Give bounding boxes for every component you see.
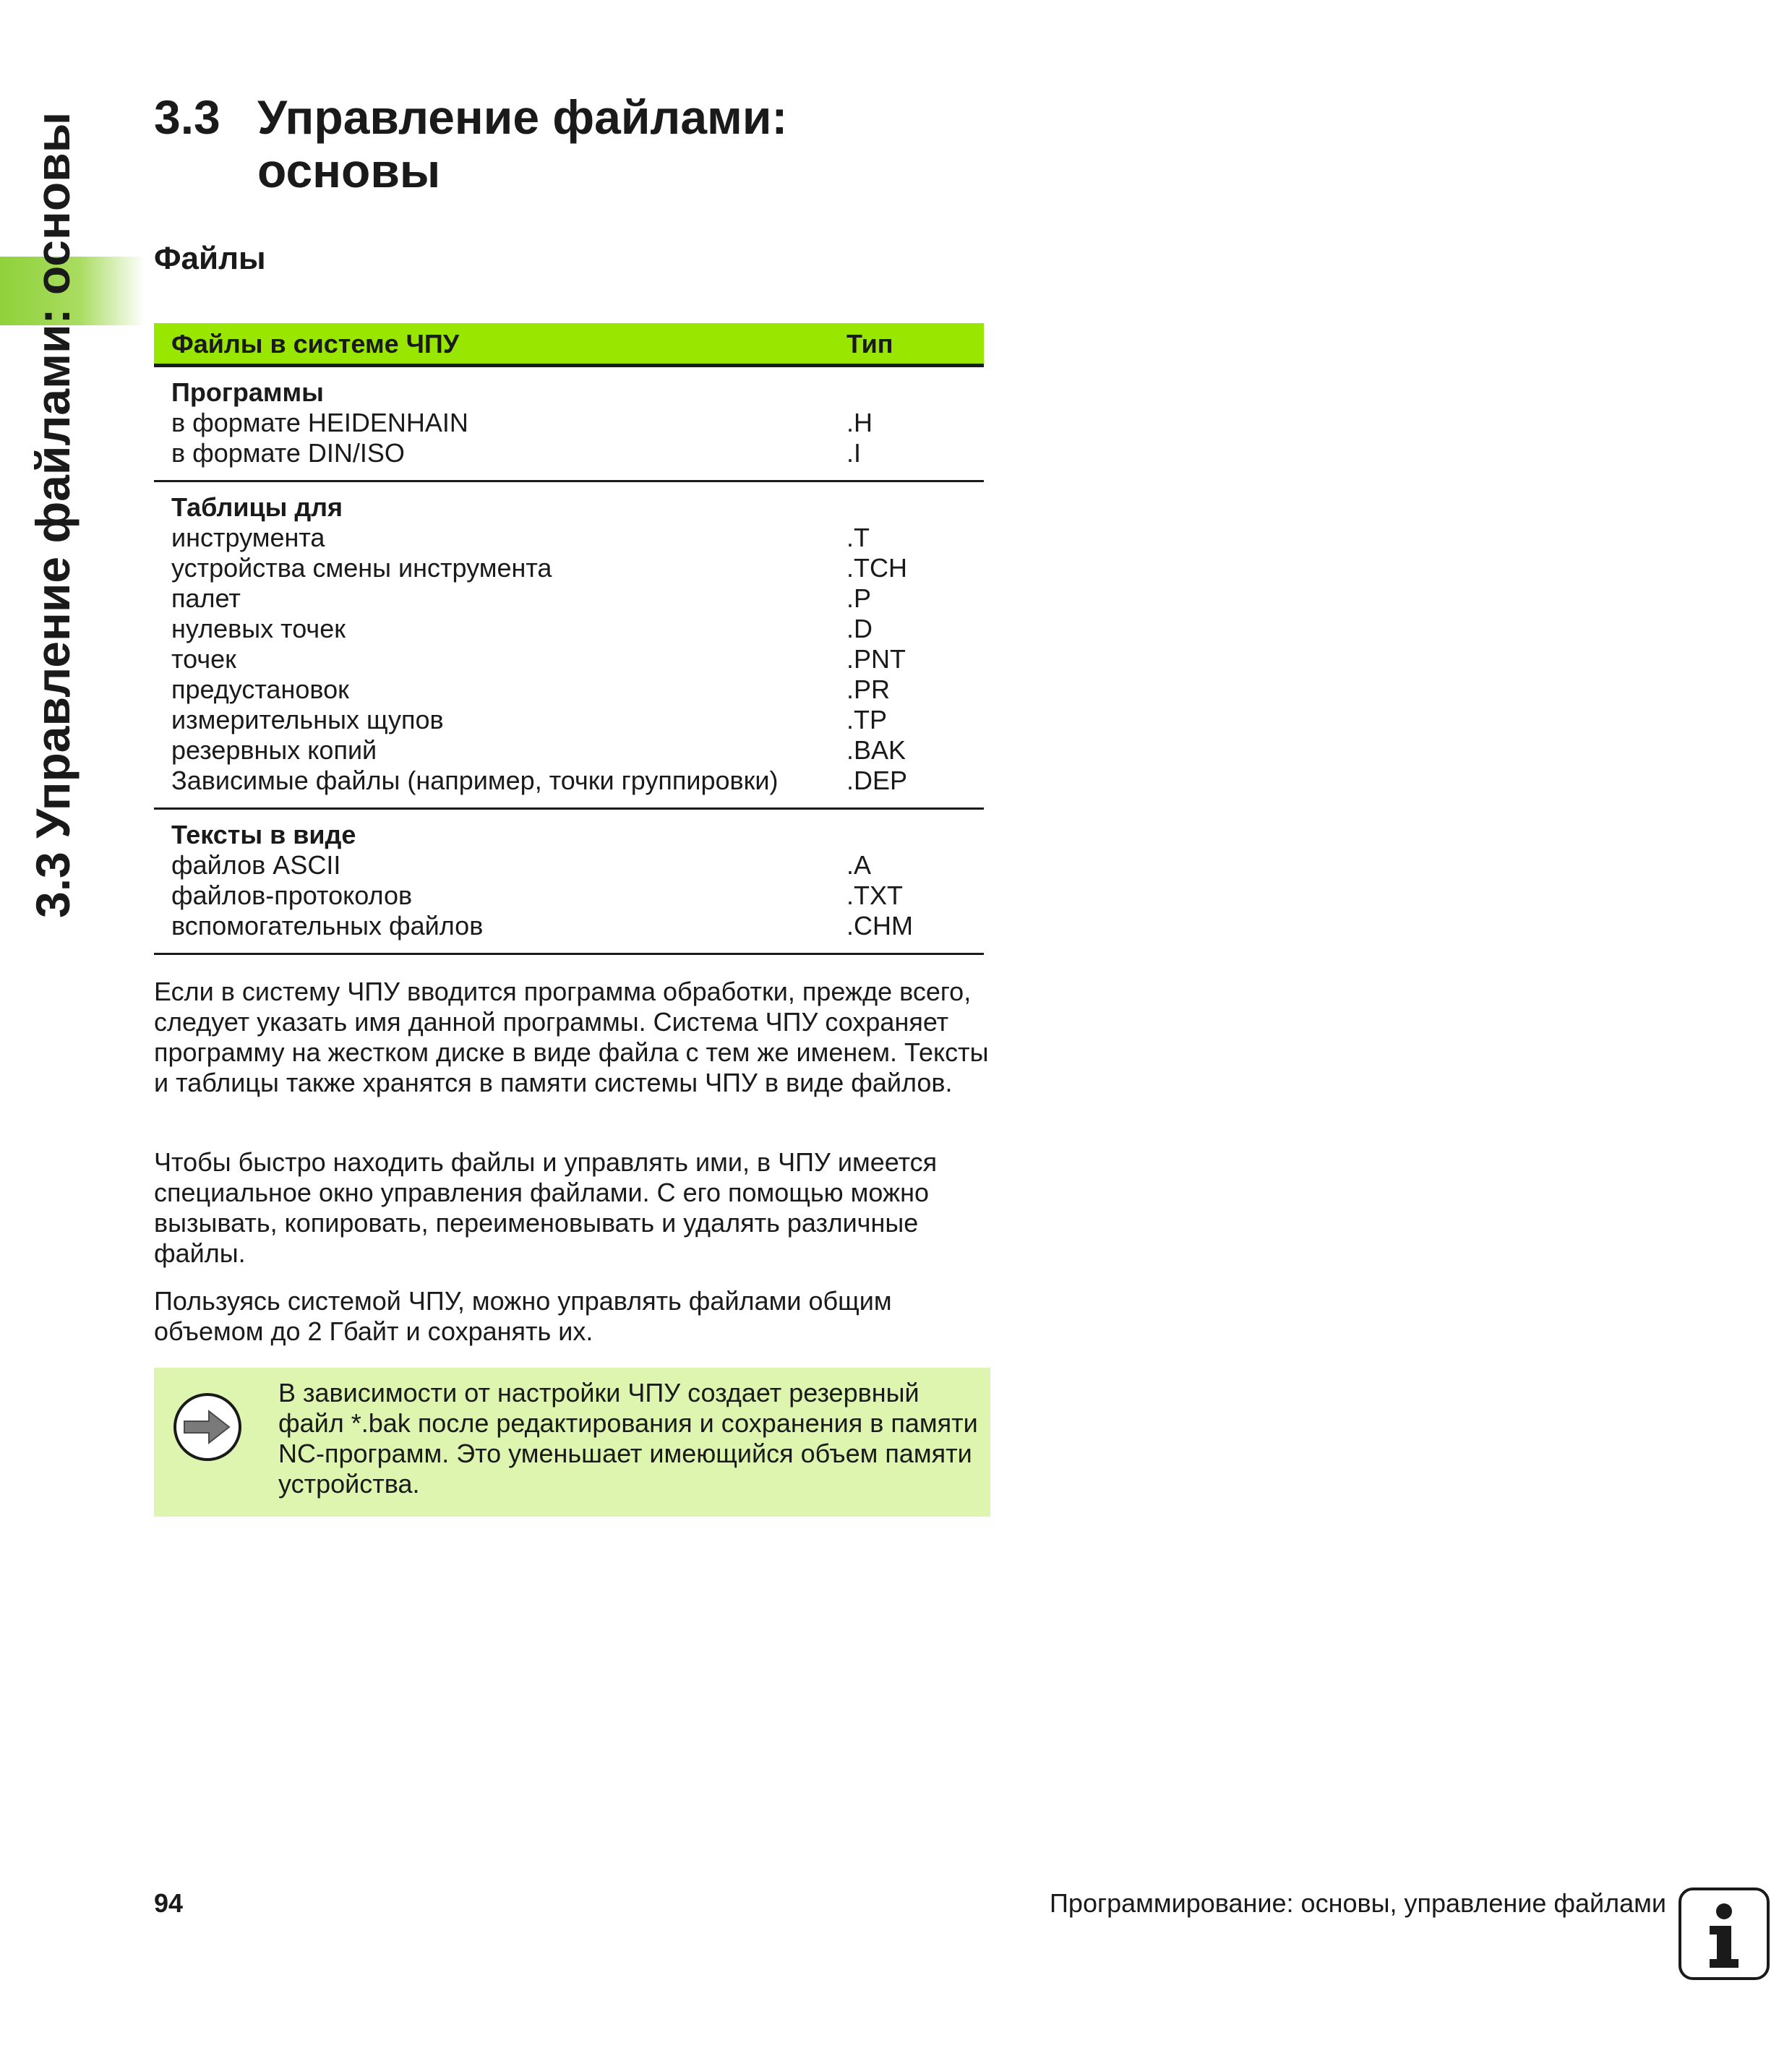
group-title: Таблицы для [171,492,343,522]
file-description: измерительных щупов [171,705,444,734]
file-description: вспомогательных файлов [171,911,484,941]
table-row [171,674,984,705]
table-body [154,367,984,955]
header-files: Файлы в системе ЧПУ [171,329,460,359]
chapter-title-line1: Управление файлами: [257,90,788,144]
file-types-table [154,323,984,955]
page-number: 94 [154,1888,184,1918]
table-group [154,810,984,955]
file-extension: .TCH [846,553,907,583]
table-row [171,408,984,438]
table-row [171,911,984,941]
table-group [154,367,984,482]
file-extension: .TXT [846,881,903,910]
file-extension: .PR [846,674,891,704]
table-row [171,644,984,674]
table-group [154,482,984,810]
table-row [171,523,984,553]
paragraph-3: Пользуясь системой ЧПУ, можно управлять файлами общим объемом до 2 Гбайт и сохранять их. [154,1286,892,1346]
side-chapter-title: 3.3 Управление файлами: основы [26,111,80,918]
file-description: резервных копий [171,735,377,765]
file-description: устройства смены инструмента [171,553,552,583]
table-row [171,881,984,911]
group-title: Программы [171,377,324,407]
table-row [171,438,984,468]
header-type: Тип [846,329,893,359]
group-title: Тексты в виде [171,820,356,849]
table-row [171,553,984,583]
paragraph-1: Если в систему ЧПУ вводится программа обработки, прежде всего, следует указать имя данной программы. Система ЧПУ сохраняет программу на жестком диске в виде файла с тем же именем. Тексты и таблицы также хранятся в памяти системы ЧПУ в виде файлов. [154,977,989,1097]
file-description: инструмента [171,523,325,552]
table-row [171,614,984,644]
table-row [171,583,984,614]
file-description: файлов ASCII [171,850,341,880]
file-extension: .DEP [846,766,908,795]
footer-title: Программирование: основы, управление файлами [1050,1888,1666,1918]
file-description: нулевых точек [171,614,346,643]
file-extension: .P [846,583,872,613]
file-extension: .A [846,850,872,880]
table-row [171,766,984,796]
file-description: Зависимые файлы (например, точки группировки) [171,766,779,795]
table-row [171,735,984,766]
file-extension: .CHM [846,911,913,941]
file-extension: .D [846,614,873,643]
table-row [171,705,984,735]
file-description: в формате DIN/ISO [171,438,405,468]
file-extension: .H [846,408,873,437]
note-box [154,1368,990,1517]
file-description: в формате HEIDENHAIN [171,408,468,437]
file-extension: .T [846,523,870,552]
file-description: точек [171,644,236,674]
file-description: файлов-протоколов [171,881,413,910]
info-icon[interactable] [1678,1887,1770,1981]
file-extension: .TP [846,705,888,734]
file-description: палет [171,583,241,613]
file-extension: .I [846,438,862,468]
arrow-right-icon [171,1391,244,1463]
file-extension: .PNT [846,644,906,674]
file-description: предустановок [171,674,349,704]
chapter-title-line2: основы [257,144,441,197]
paragraph-2: Чтобы быстро находить файлы и управлять ими, в ЧПУ имеется специальное окно управления файлами. С его помощью можно вызывать, копировать, переименовывать и удалять различные файлы. [154,1147,938,1268]
chapter-number: 3.3 [154,90,220,144]
file-extension: .BAK [846,735,906,765]
table-row [171,850,984,881]
section-title: Файлы [154,241,266,276]
table-header [154,323,984,367]
note-text: В зависимости от настройки ЧПУ создает резервный файл *.bak после редактирования и сохранения в памяти NC-программ. Это уменьшает имеющийся объем памяти устройства. [278,1378,978,1499]
